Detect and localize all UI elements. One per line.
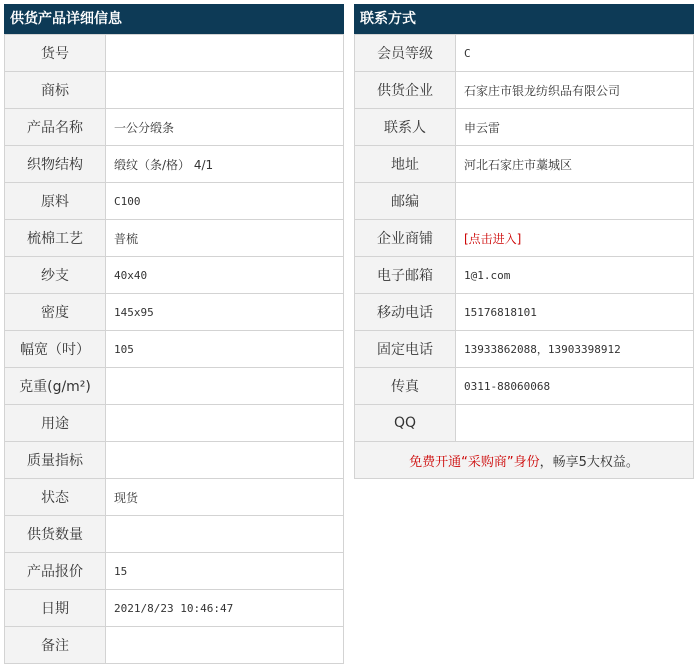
label-postcode: 邮编 [355, 183, 456, 219]
value-usage [106, 405, 343, 441]
label-phone: 固定电话 [355, 331, 456, 367]
label-contact-person: 联系人 [355, 109, 456, 145]
label-fabric-structure: 织物结构 [5, 146, 106, 182]
table-row-qq [355, 405, 693, 442]
table-row-fabric-structure [5, 146, 343, 183]
label-width: 幅宽（吋） [5, 331, 106, 367]
label-address: 地址 [355, 146, 456, 182]
table-row-carding-process [5, 220, 343, 257]
label-remarks: 备注 [5, 627, 106, 663]
label-member-level: 会员等级 [355, 35, 456, 71]
table-row-address [355, 146, 693, 183]
label-material: 原料 [5, 183, 106, 219]
value-density: 145x95 [114, 305, 154, 319]
table-row-remarks [5, 627, 343, 664]
label-status: 状态 [5, 479, 106, 515]
table-row-date [5, 590, 343, 627]
value-material: C100 [114, 194, 141, 208]
promo-text: ，畅享5大权益。 [539, 454, 639, 470]
table-row-yarn-count [5, 257, 343, 294]
label-product-name: 产品名称 [5, 109, 106, 145]
value-mobile: 15176818101 [464, 305, 537, 319]
table-row-width [5, 331, 343, 368]
product-detail-table [4, 34, 344, 664]
value-quality-index [106, 442, 343, 478]
table-row-contact-person [355, 109, 693, 146]
value-date: 2021/8/23 10:46:47 [114, 601, 234, 615]
table-row-density [5, 294, 343, 331]
value-yarn-count: 40x40 [114, 268, 148, 282]
label-item-no: 货号 [5, 35, 106, 71]
label-supply-quantity: 供货数量 [5, 516, 106, 552]
table-row-product-name [5, 109, 343, 146]
value-trademark [106, 72, 343, 108]
table-row-status [5, 479, 343, 516]
value-supply-quantity [106, 516, 343, 552]
shop-link[interactable]: [点击进入] [464, 231, 522, 246]
contact-info-table [354, 34, 694, 479]
label-email: 电子邮箱 [355, 257, 456, 293]
label-usage: 用途 [5, 405, 106, 441]
value-fabric-structure: 缎纹（条/格） 4/1 [114, 157, 214, 172]
value-weight [106, 368, 343, 404]
promo-link[interactable]: 免费开通“采购商”身份 [409, 454, 540, 470]
label-yarn-count: 纱支 [5, 257, 106, 293]
table-row-supply-quantity [5, 516, 343, 553]
label-trademark: 商标 [5, 72, 106, 108]
value-member-level: C [464, 46, 471, 60]
label-qq: QQ [355, 405, 456, 441]
product-detail-title: 供货产品详细信息 [4, 4, 344, 34]
value-qq [456, 405, 693, 441]
value-postcode [456, 183, 693, 219]
product-detail-panel [4, 4, 344, 664]
table-row-shop [355, 220, 693, 257]
value-price: 15 [114, 564, 128, 578]
table-row-weight [5, 368, 343, 405]
value-fax: 0311-88060068 [464, 379, 551, 393]
value-phone: 13933862088，13903398912 [464, 343, 621, 356]
table-row-fax [355, 368, 693, 405]
label-price: 产品报价 [5, 553, 106, 589]
table-row-usage [5, 405, 343, 442]
table-row-item-no [5, 35, 343, 72]
table-row-material [5, 183, 343, 220]
buyer-signup-promo[interactable] [355, 442, 693, 479]
value-address: 河北石家庄市藁城区 [464, 157, 573, 172]
value-status: 现货 [114, 490, 139, 505]
value-product-name: 一公分缎条 [114, 120, 175, 135]
label-density: 密度 [5, 294, 106, 330]
label-carding-process: 梳棉工艺 [5, 220, 106, 256]
value-item-no [106, 35, 343, 71]
label-fax: 传真 [355, 368, 456, 404]
table-row-phone [355, 331, 693, 368]
value-remarks [106, 627, 343, 663]
value-supplier: 石家庄市银龙纺织品有限公司 [464, 83, 621, 98]
table-row-price [5, 553, 343, 590]
table-row-postcode [355, 183, 693, 220]
label-shop: 企业商铺 [355, 220, 456, 256]
value-carding-process: 普梳 [114, 231, 139, 246]
label-mobile: 移动电话 [355, 294, 456, 330]
label-weight: 克重(g/m²) [5, 368, 106, 404]
value-email: 1@1.com [464, 268, 511, 282]
value-width: 105 [114, 342, 134, 356]
contact-info-panel [354, 4, 694, 479]
value-contact-person: 申云雷 [464, 120, 501, 135]
label-date: 日期 [5, 590, 106, 626]
table-row-member-level [355, 35, 693, 72]
contact-info-title: 联系方式 [354, 4, 694, 34]
label-quality-index: 质量指标 [5, 442, 106, 478]
table-row-mobile [355, 294, 693, 331]
label-supplier: 供货企业 [355, 72, 456, 108]
table-row-trademark [5, 72, 343, 109]
table-row-email [355, 257, 693, 294]
table-row-supplier [355, 72, 693, 109]
table-row-quality-index [5, 442, 343, 479]
